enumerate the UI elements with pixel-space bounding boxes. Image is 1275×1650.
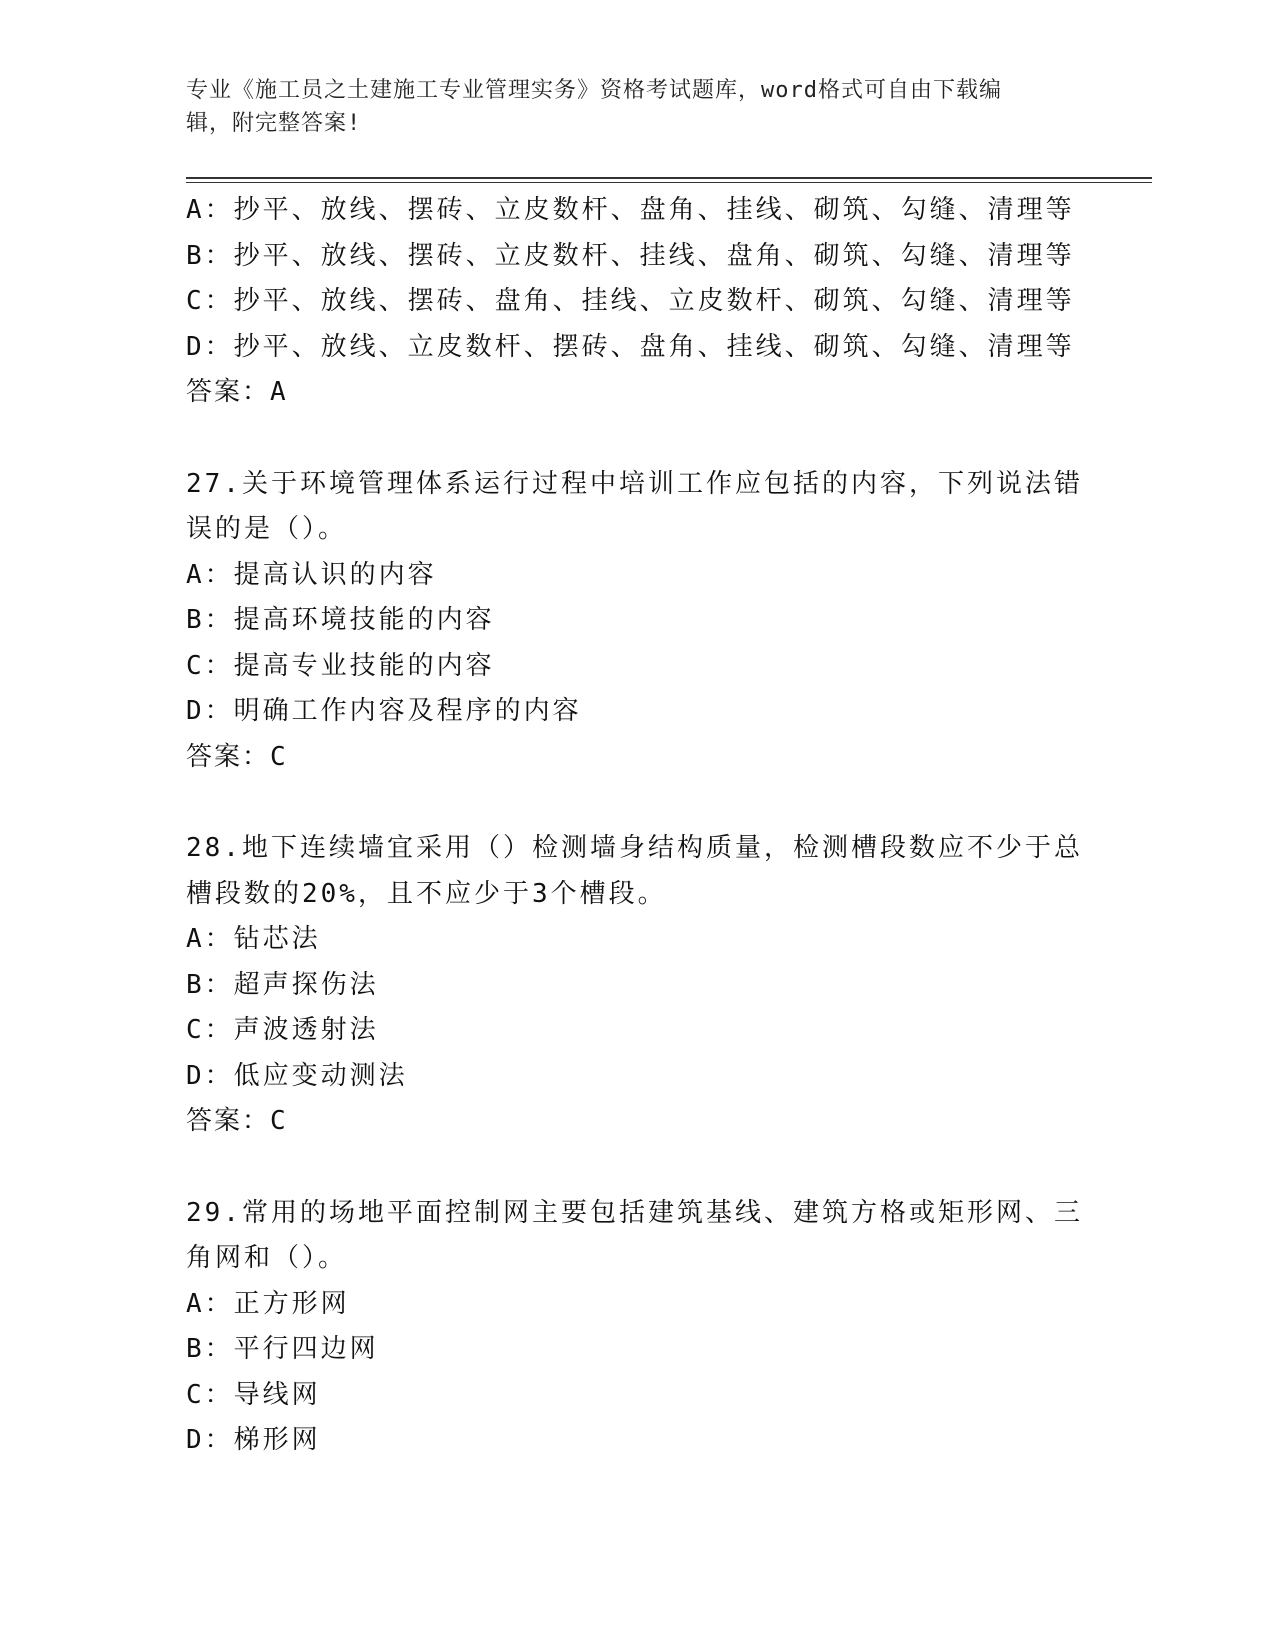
- option-c: C：导线网: [186, 1379, 321, 1410]
- question-text-line-2: 角网和（）。: [186, 1243, 348, 1273]
- option-c: C：抄平、放线、摆砖、盘角、挂线、立皮数杆、砌筑、勾缝、清理等: [186, 286, 1075, 316]
- question-text-line-2: 误的是（）。: [186, 514, 348, 544]
- document-header: [186, 74, 1066, 140]
- option-b: B：抄平、放线、摆砖、立皮数杆、挂线、盘角、砌筑、勾缝、清理等: [186, 240, 1075, 271]
- question-text-line-2: 槽段数的20%，且不应少于3个槽段。: [186, 878, 667, 909]
- option-c: C：提高专业技能的内容: [186, 650, 495, 681]
- spacer: [186, 780, 1106, 826]
- answer-label: 答案：: [186, 377, 271, 407]
- answer-line: [186, 1099, 1106, 1145]
- option-a: A：抄平、放线、摆砖、立皮数杆、盘角、挂线、砌筑、勾缝、清理等: [186, 195, 1075, 225]
- answer-value: A: [270, 377, 288, 407]
- answer-value: C: [270, 1106, 288, 1136]
- answer-value: C: [270, 741, 288, 772]
- option-b: B：提高环境技能的内容: [186, 605, 495, 635]
- option-a: A：提高认识的内容: [186, 559, 437, 590]
- option-a: A：正方形网: [186, 1288, 350, 1319]
- question-28: [186, 826, 1106, 1145]
- question-26: [186, 188, 1106, 416]
- option-b: B：超声探伤法: [186, 969, 379, 1000]
- question-29: [186, 1191, 1106, 1464]
- answer-label: 答案：: [186, 741, 271, 772]
- header-line-2: 辑，附完整答案!: [186, 111, 362, 136]
- header-divider-thick: [186, 177, 1152, 179]
- answer-label: 答案：: [186, 1106, 271, 1136]
- header-divider-thin: [186, 182, 1152, 183]
- question-list: [186, 188, 1106, 1464]
- spacer: [186, 416, 1106, 462]
- question-text-line-1: 29.常用的场地平面控制网主要包括建筑基线、建筑方格或矩形网、三: [186, 1197, 1083, 1228]
- option-d: D：梯形网: [186, 1425, 321, 1455]
- option-a: A：钻芯法: [186, 924, 321, 954]
- option-d: D：低应变动测法: [186, 1060, 408, 1091]
- header-line-1: 专业《施工员之土建施工专业管理实务》资格考试题库，word格式可自由下载编: [186, 78, 1002, 103]
- option-d: D：抄平、放线、立皮数杆、摆砖、盘角、挂线、砌筑、勾缝、清理等: [186, 331, 1075, 362]
- answer-line: [186, 735, 1106, 781]
- question-text-line-1: 27.关于环境管理体系运行过程中培训工作应包括的内容，下列说法错: [186, 468, 1083, 499]
- option-d: D：明确工作内容及程序的内容: [186, 696, 582, 726]
- spacer: [186, 1145, 1106, 1191]
- option-c: C：声波透射法: [186, 1015, 379, 1045]
- option-b: B：平行四边网: [186, 1334, 379, 1364]
- answer-line: [186, 370, 1106, 416]
- question-text-line-1: 28.地下连续墙宜采用（）检测墙身结构质量，检测槽段数应不少于总: [186, 833, 1083, 863]
- question-27: [186, 462, 1106, 781]
